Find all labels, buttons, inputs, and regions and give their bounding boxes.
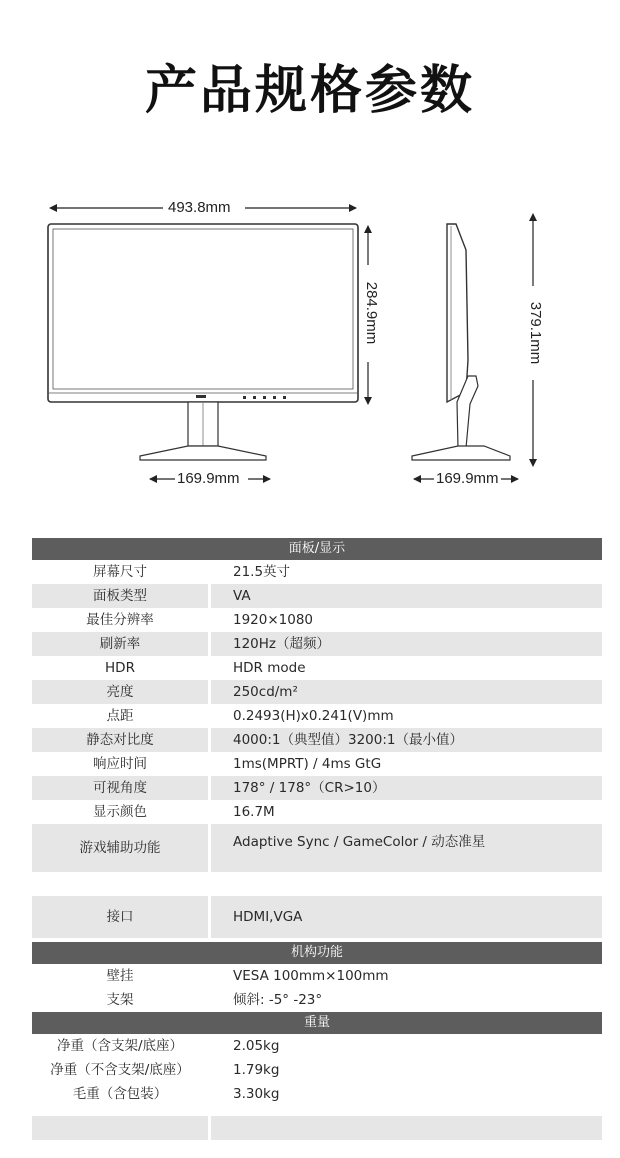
spec-value: 4000:1（典型值）3200:1（最小值） — [211, 728, 602, 752]
spec-label: 屏幕尺寸 — [93, 564, 147, 580]
table-row — [32, 1082, 602, 1106]
table-row — [32, 704, 602, 728]
spec-label: 净重（不含支架/底座） — [50, 1062, 190, 1078]
front-height-label: 284.9mm — [362, 276, 380, 350]
spec-label: 刷新率 — [32, 632, 208, 656]
table-row-empty — [32, 1116, 602, 1140]
table-row — [32, 680, 602, 704]
table-row — [32, 776, 602, 800]
spec-value: 178° / 178°（CR>10） — [211, 776, 602, 800]
table-row — [32, 824, 602, 872]
table-row — [32, 656, 602, 680]
spec-label: 净重（含支架/底座） — [56, 1038, 184, 1054]
table-row — [32, 1034, 602, 1058]
spec-label: 最佳分辨率 — [86, 612, 154, 628]
spec-value: VA — [211, 584, 602, 608]
spec-label: 面板类型 — [32, 584, 208, 608]
spec-value: 21.5英寸 — [233, 564, 291, 580]
spec-value: HDR mode — [233, 660, 306, 676]
spec-value: 3.30kg — [233, 1086, 280, 1102]
front-width-label: 493.8mm — [168, 199, 231, 216]
table-row — [32, 964, 602, 988]
spec-value: 1920×1080 — [233, 612, 314, 628]
table-row — [32, 752, 602, 776]
spec-value: 250cd/m² — [211, 680, 602, 704]
spec-label: 壁挂 — [106, 968, 134, 984]
spec-label: 响应时间 — [93, 756, 147, 772]
spec-value: 1.79kg — [233, 1062, 280, 1078]
spec-label: 亮度 — [32, 680, 208, 704]
spec-label: 毛重（含包装） — [72, 1086, 168, 1102]
section-header-panel: 面板/显示 — [32, 538, 602, 560]
spec-value: 倾斜: -5° -23° — [233, 992, 323, 1008]
side-stand-depth-label: 169.9mm — [436, 470, 499, 487]
spec-value: Adaptive Sync / GameColor / 动态准星 — [211, 824, 602, 872]
spec-value: 120Hz（超频） — [211, 632, 602, 656]
side-height-label: 379.1mm — [526, 296, 544, 370]
spec-value: HDMI,VGA — [211, 896, 602, 938]
spec-value: 16.7M — [233, 804, 275, 820]
spec-value: 2.05kg — [233, 1038, 280, 1054]
table-row — [32, 560, 602, 584]
monitor-dimension-diagram — [0, 190, 620, 494]
spec-value: 1ms(MPRT) / 4ms GtG — [233, 756, 382, 772]
spec-label: 接口 — [32, 896, 208, 938]
table-row — [32, 728, 602, 752]
spec-label: 可视角度 — [32, 776, 208, 800]
table-row — [32, 896, 602, 938]
spec-label: 游戏辅助功能 — [32, 824, 208, 872]
spec-table — [32, 538, 602, 1140]
section-header-mechanical: 机构功能 — [32, 942, 602, 964]
table-row — [32, 584, 602, 608]
page-title: 产品规格参数 — [144, 61, 475, 121]
table-row — [32, 608, 602, 632]
section-header-weight: 重量 — [32, 1012, 602, 1034]
spec-value: 0.2493(H)x0.241(V)mm — [233, 708, 394, 724]
front-stand-width-label: 169.9mm — [177, 470, 240, 487]
spec-label: 点距 — [106, 708, 134, 724]
spec-label: 静态对比度 — [32, 728, 208, 752]
table-row — [32, 988, 602, 1012]
spec-label: 支架 — [106, 992, 134, 1008]
table-row — [32, 800, 602, 824]
spec-value: VESA 100mm×100mm — [233, 968, 389, 984]
table-row — [32, 1058, 602, 1082]
spec-label: HDR — [105, 660, 135, 676]
spec-label: 显示颜色 — [93, 804, 147, 820]
table-row — [32, 632, 602, 656]
